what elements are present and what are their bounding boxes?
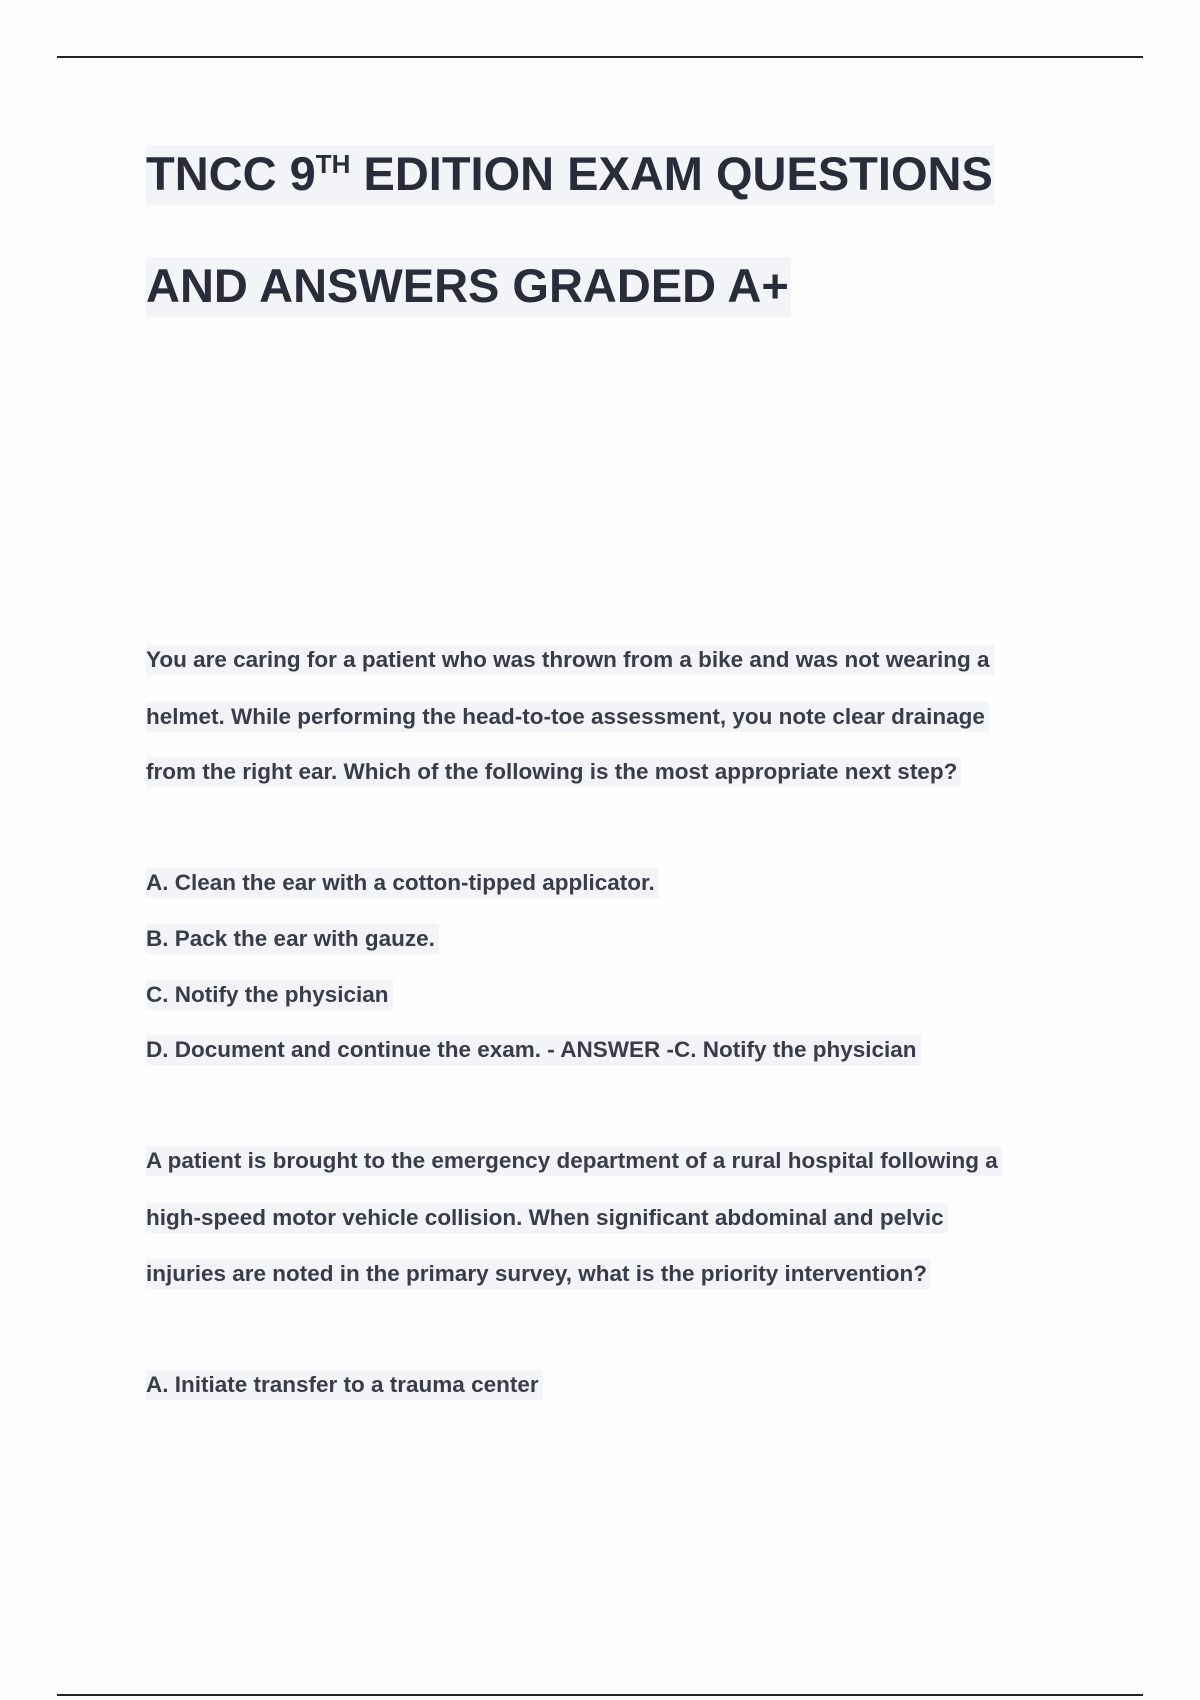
bottom-rule bbox=[57, 1694, 1143, 1696]
question-1-line-3: from the right ear. Which of the following is the most appropriate next step? bbox=[146, 757, 961, 787]
question-2-line-1: A patient is brought to the emergency department of a rural hospital following a bbox=[146, 1146, 1002, 1176]
question-2-option-a: A. Initiate transfer to a trauma center bbox=[146, 1370, 543, 1400]
title-text-continued: EDITION EXAM QUESTIONS bbox=[350, 147, 993, 200]
title-text: TNCC 9 bbox=[146, 147, 316, 200]
question-1-line-1: You are caring for a patient who was thrown from a bike and was not wearing a bbox=[146, 645, 994, 675]
question-1-option-c: C. Notify the physician bbox=[146, 980, 393, 1010]
top-rule bbox=[57, 56, 1143, 58]
question-2-line-2: high-speed motor vehicle collision. When significant abdominal and pelvic bbox=[146, 1203, 948, 1233]
document-title-line-2: AND ANSWERS GRADED A+ bbox=[146, 257, 791, 317]
question-2-line-3: injuries are noted in the primary survey, what is the priority intervention? bbox=[146, 1259, 931, 1289]
document-title-line-1 bbox=[146, 145, 995, 205]
title-superscript: TH bbox=[315, 149, 351, 179]
question-1-option-a: A. Clean the ear with a cotton-tipped applicator. bbox=[146, 868, 659, 898]
question-1-line-2: helmet. While performing the head-to-toe assessment, you note clear drainage bbox=[146, 702, 989, 732]
question-1-option-d-answer: D. Document and continue the exam. - ANSWER -C. Notify the physician bbox=[146, 1035, 921, 1065]
question-1-option-b: B. Pack the ear with gauze. bbox=[146, 924, 439, 954]
